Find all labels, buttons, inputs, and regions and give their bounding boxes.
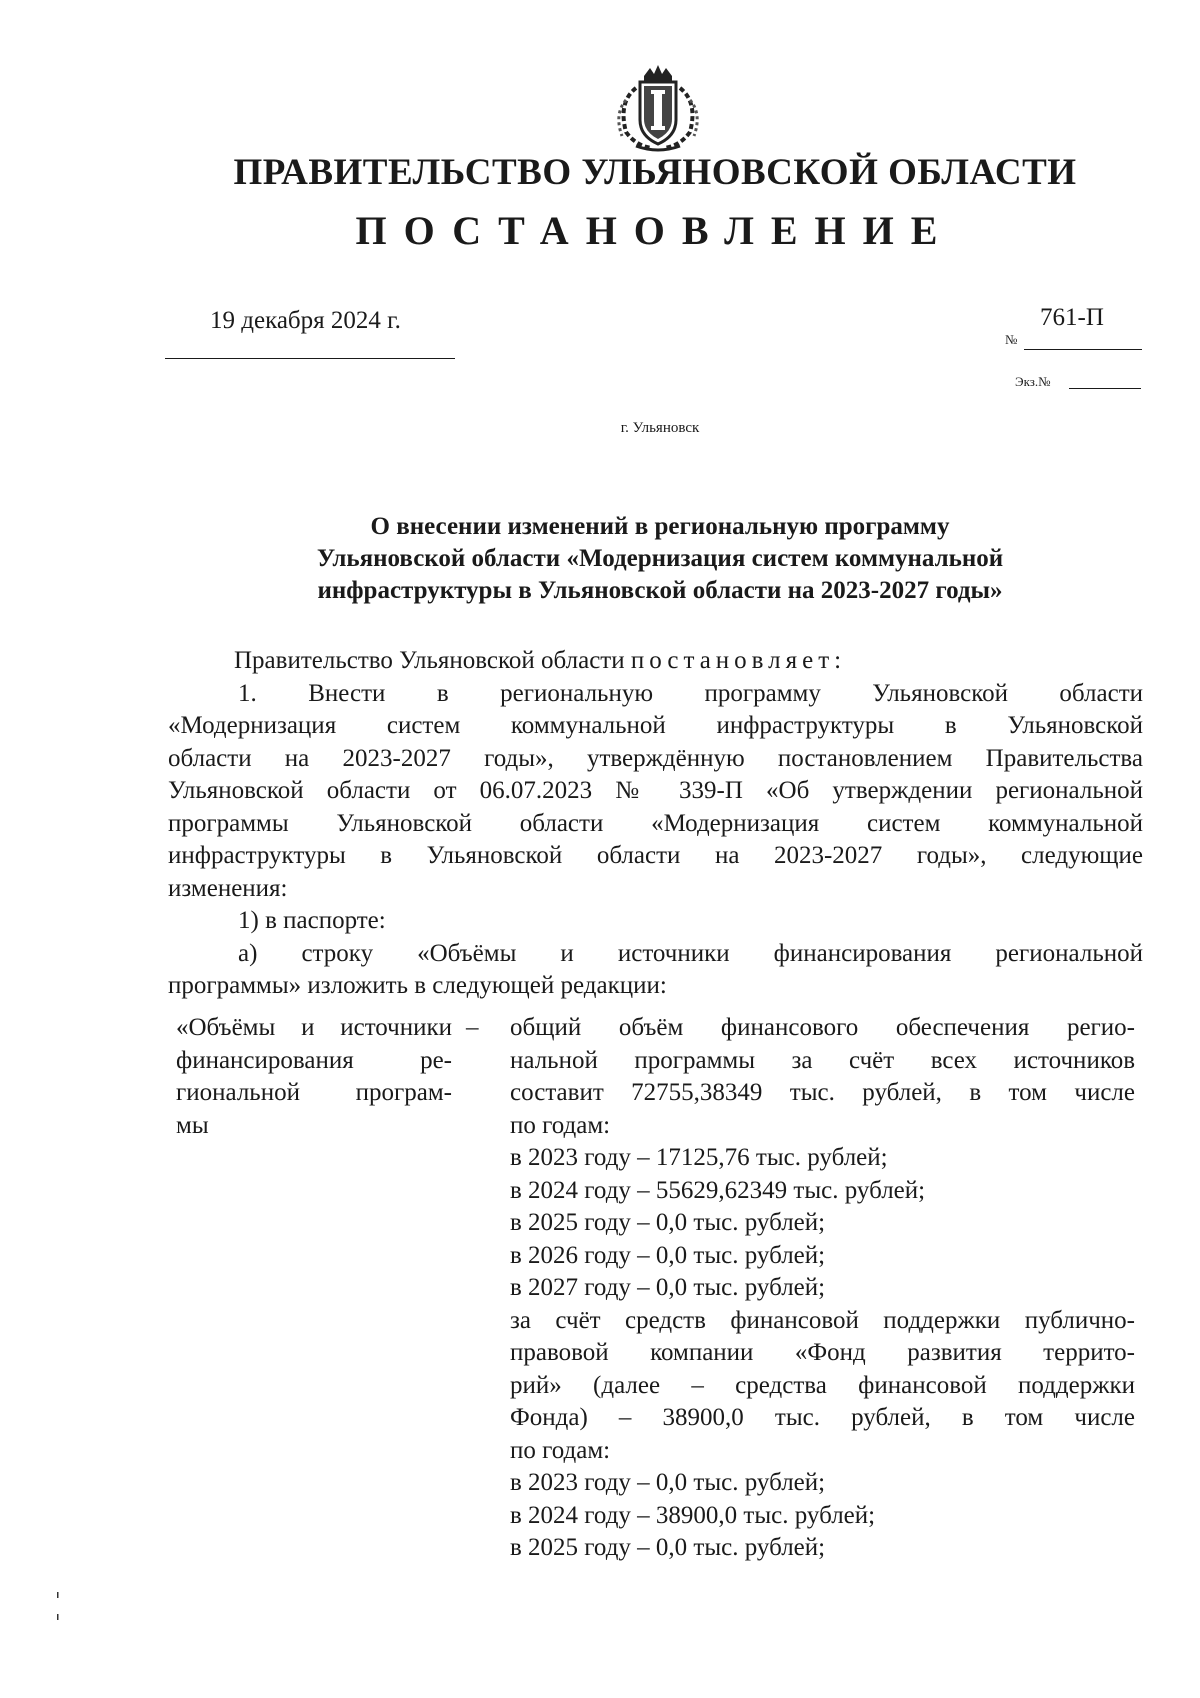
- heading-line-3: инфраструктуры в Ульяновской области на 2023-2027 годы»: [317, 577, 1003, 604]
- item-a-line: а) строку «Объёмы и источники финансирования региональной: [238, 939, 1143, 967]
- value-line: в 2026 году – 0,0 тыс. рублей;: [510, 1241, 826, 1269]
- date-underline: [165, 358, 455, 359]
- value-line: правовой компании «Фонд развития террито-: [510, 1339, 1135, 1366]
- city-name: г. Ульяновск: [620, 420, 700, 436]
- government-title: ПРАВИТЕЛЬСТВО УЛЬЯНОВСКОЙ ОБЛАСТИ: [233, 152, 1077, 193]
- value-line: в 2025 году – 0,0 тыс. рублей;: [510, 1209, 826, 1236]
- paragraph-1-line: инфраструктуры в Ульяновской области на 2023-2027 годы», следующие: [168, 842, 1143, 869]
- heading-line-1: О внесении изменений в региональную программу: [370, 513, 950, 540]
- financing-row-value: [510, 1012, 1135, 1565]
- value-line: рий» (далее – средства финансовой поддержки: [510, 1371, 1135, 1399]
- label-line: «Объёмы и источники: [176, 1014, 452, 1041]
- paragraph-1-line: «Модернизация систем коммунальной инфраструктуры в Ульяновской: [168, 712, 1143, 739]
- document-body: [168, 645, 1143, 1003]
- value-line: в 2027 году – 0,0 тыс. рублей;: [510, 1274, 826, 1301]
- document-number: 761-П: [1040, 304, 1104, 331]
- value-line: в 2025 году – 0,0 тыс. рублей;: [510, 1534, 826, 1561]
- value-line: Фонда) – 38900,0 тыс. рублей, в том числе: [510, 1404, 1135, 1431]
- item-1: 1) в паспорте:: [238, 907, 386, 934]
- document-heading: [160, 511, 1160, 607]
- intro-paragraph: [168, 645, 1143, 678]
- coat-of-arms-emblem: [596, 62, 720, 154]
- value-line: за счёт средств финансовой поддержки публично-: [510, 1306, 1135, 1334]
- value-line: в 2024 году – 38900,0 тыс. рублей;: [510, 1501, 876, 1529]
- value-line: общий объём финансового обеспечения регио-: [510, 1014, 1135, 1041]
- item-a-line: программы» изложить в следующей редакции:: [168, 972, 667, 999]
- value-line: в 2023 году – 17125,76 тыс. рублей;: [510, 1144, 888, 1171]
- scan-artifact-marks: [54, 1592, 62, 1622]
- copy-number-label: Экз.№: [1015, 374, 1051, 389]
- label-dash: –: [466, 1014, 479, 1041]
- heading-line-2: Ульяновской области «Модернизация систем коммунальной: [316, 545, 1004, 572]
- paragraph-1-line: области на 2023-2027 годы», утверждённую постановлением Правительства: [168, 744, 1143, 772]
- value-line: в 2024 году – 55629,62349 тыс. рублей;: [510, 1176, 926, 1204]
- number-underline: [1024, 349, 1142, 350]
- document-date: 19 декабря 2024 г.: [210, 307, 401, 334]
- document-type-title: ПОСТАНОВЛЕНИЕ: [355, 208, 955, 253]
- label-line: гиональной програм-: [176, 1079, 452, 1106]
- value-line: по годам:: [510, 1111, 611, 1139]
- label-line: мы: [176, 1111, 209, 1139]
- paragraph-1-line: Ульяновской области от 06.07.2023 № 339-П «Об утверждении региональной: [168, 777, 1143, 804]
- paragraph-1-line: 1. Внести в региональную программу Ульяновской области: [238, 679, 1143, 707]
- paragraph-1-last-line: изменения:: [168, 874, 288, 902]
- copy-number-underline: [1069, 388, 1141, 389]
- value-line: составит 72755,38349 тыс. рублей, в том числе: [510, 1079, 1135, 1106]
- value-line: по годам:: [510, 1436, 611, 1464]
- paragraph-1-line: программы Ульяновской области «Модернизация систем коммунальной: [168, 809, 1143, 837]
- intro-prefix: Правительство Ульяновской области: [234, 647, 631, 674]
- financing-row-label: [176, 1012, 452, 1142]
- value-line: в 2023 году – 0,0 тыс. рублей;: [510, 1469, 826, 1496]
- label-line: финансирования ре-: [176, 1046, 452, 1074]
- value-line: нальной программы за счёт всех источников: [510, 1046, 1135, 1074]
- intro-action: постановляет:: [630, 647, 847, 674]
- number-label: №: [1005, 332, 1018, 347]
